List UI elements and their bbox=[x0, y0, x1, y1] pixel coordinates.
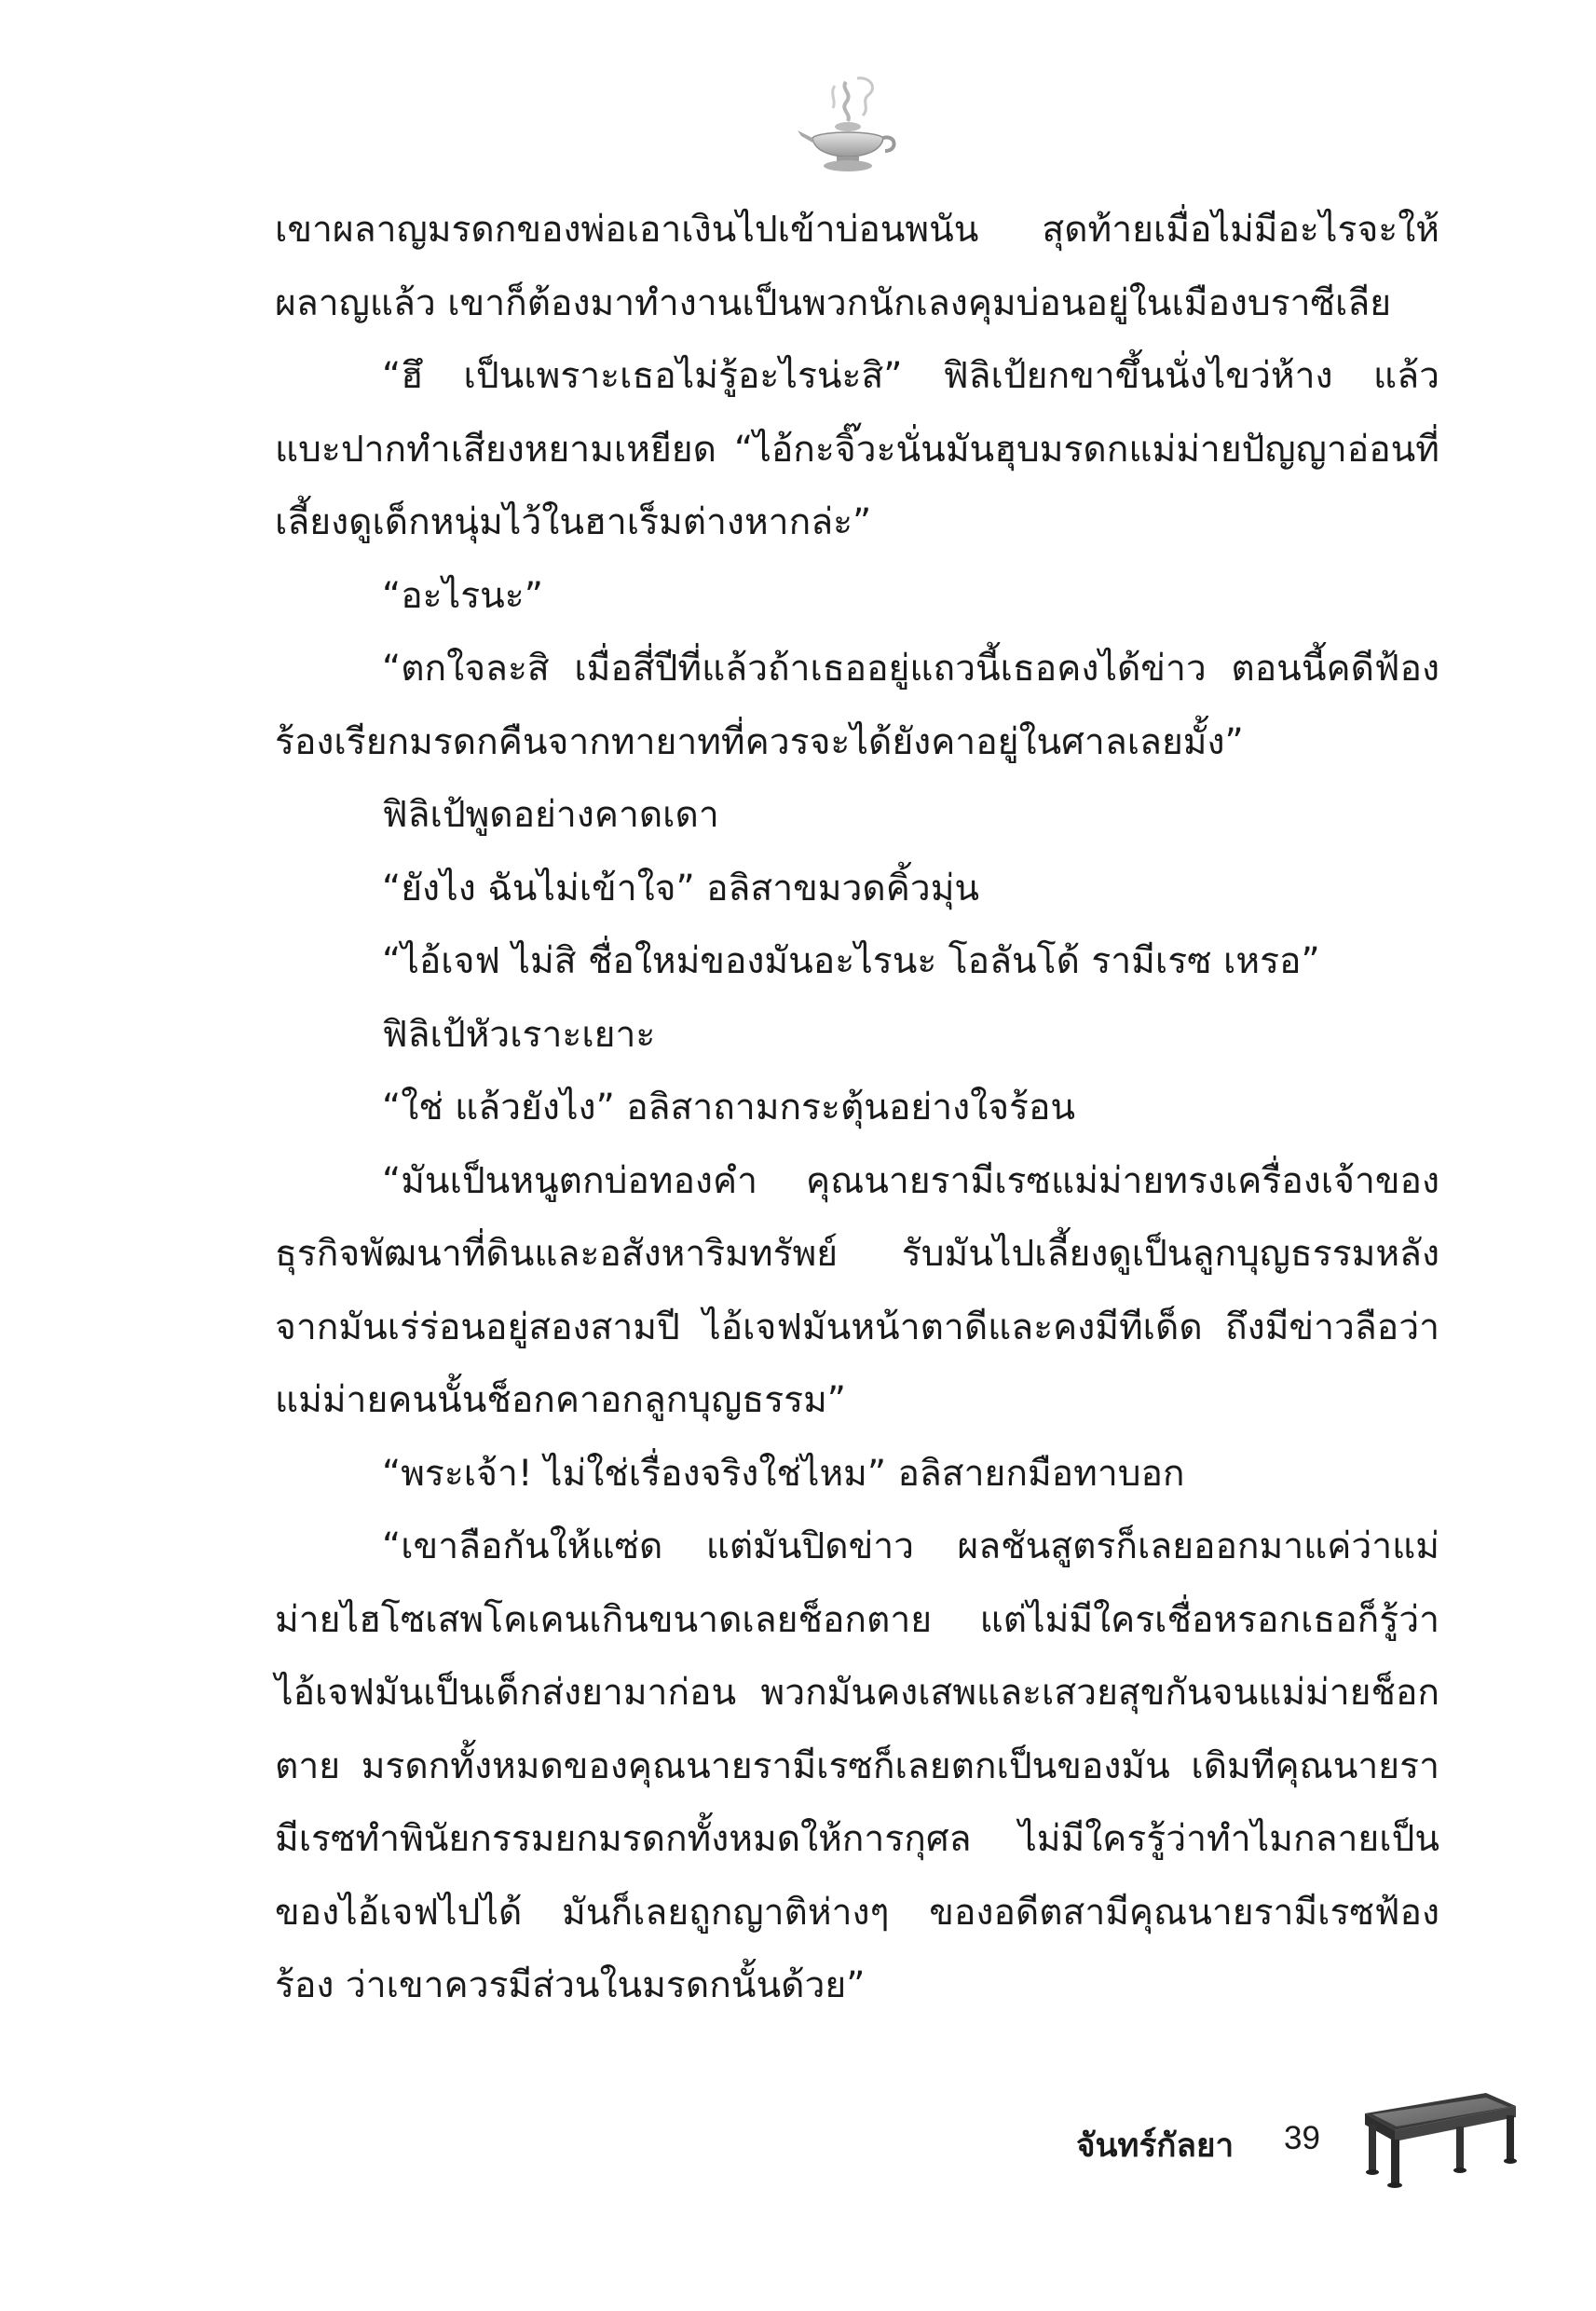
paragraph: ฟิลิเป้พูดอย่างคาดเดา bbox=[382, 794, 719, 836]
running-footer-title: จันทร์กัลยา bbox=[1076, 2127, 1235, 2164]
paragraph: “เขาลือกันให้แซ่ด แต่มันปิดข่าว ผลชันสูตรก็เลยออกมาแค่ว่าแม่ม่ายไฮโซเสพโคเคนเกินขนาดเลยช็อกตาย แต่ไม่มีใครเชื่อหรอกเธอก็รู้ว่าไอ้เจฟมันเป็นเด็กส่งยามาก่อน พวกมันคงเสพและเสวยสุขกันจนแม่ม่ายช็อกตาย มรดกทั้งหมดของคุณนายรามีเรซก็เลยตกเป็นของมัน เดิมทีคุณนายรามีเรซทำพินัยกรรมยกมรดกทั้งหมดให้การกุศล ไม่มีใครรู้ว่าทำไมกลายเป็นของไอ้เจฟไปได้ มันก็เลยถูกญาติห่างๆ ของอดีตสามีคุณนายรามีเรซฟ้องร้อง ว่าเขาควรมีส่วนในมรดกนั้นด้วย” bbox=[275, 1525, 1439, 2006]
paragraph: “พระเจ้า! ไม่ใช่เรื่องจริงใช่ไหม” อลิสายกมือทาบอก bbox=[382, 1452, 1185, 1495]
paragraph: “อะไรนะ” bbox=[382, 574, 543, 617]
page-number: 39 bbox=[1284, 2120, 1320, 2156]
billiard-table-icon bbox=[1346, 2085, 1523, 2188]
body-text bbox=[275, 194, 1439, 2023]
genie-lamp-icon bbox=[792, 73, 904, 175]
paragraph: “ยังไง ฉันไม่เข้าใจ” อลิสาขมวดคิ้วมุ่น bbox=[382, 867, 980, 909]
paragraph: เขาผลาญมรดกของพ่อเอาเงินไปเข้าบ่อนพนัน สุดท้ายเมื่อไม่มีอะไรจะให้ผลาญแล้ว เขาก็ต้องมาทำงานเป็นพวกนักเลงคุมบ่อนอยู่ในเมืองบราซีเลีย bbox=[275, 209, 1439, 324]
paragraph: ฟิลิเป้หัวเราะเยาะ bbox=[382, 1013, 656, 1056]
paragraph: “ตกใจละสิ เมื่อสี่ปีที่แล้วถ้าเธออยู่แถวนี้เธอคงได้ข่าว ตอนนี้คดีฟ้องร้องเรียกมรดกคืนจากทายาทที่ควรจะได้ยังคาอยู่ในศาลเลยมั้ง” bbox=[275, 648, 1439, 763]
paragraph: “มันเป็นหนูตกบ่อทองคำ คุณนายรามีเรซแม่ม่ายทรงเครื่องเจ้าของธุรกิจพัฒนาที่ดินและอสังหาริมทรัพย์ รับมันไปเลี้ยงดูเป็นลูกบุญธรรมหลังจากมันเร่ร่อนอยู่สองสามปี ไอ้เจฟมันหน้าตาดีและคงมีทีเด็ด ถึงมีข่าวลือว่าแม่ม่ายคนนั้นช็อกคาอกลูกบุญธรรม” bbox=[275, 1159, 1439, 1421]
paragraph: “ไอ้เจฟ ไม่สิ ชื่อใหม่ของมันอะไรนะ โอลันโด้ รามีเรซ เหรอ” bbox=[382, 940, 1320, 982]
paragraph: “ฮึ เป็นเพราะเธอไม่รู้อะไรน่ะสิ” ฟิลิเป้ยกขาขึ้นนั่งไขว่ห้าง แล้วแบะปากทำเสียงหยามเหยียด “ไอ้กะจิ๊วะนั่นมันฮุบมรดกแม่ม่ายปัญญาอ่อนที่เลี้ยงดูเด็กหนุ่มไว้ในฮาเร็มต่างหากล่ะ” bbox=[275, 355, 1439, 543]
paragraph: “ใช่ แล้วยังไง” อลิสาถามกระตุ้นอย่างใจร้อน bbox=[382, 1087, 1076, 1128]
